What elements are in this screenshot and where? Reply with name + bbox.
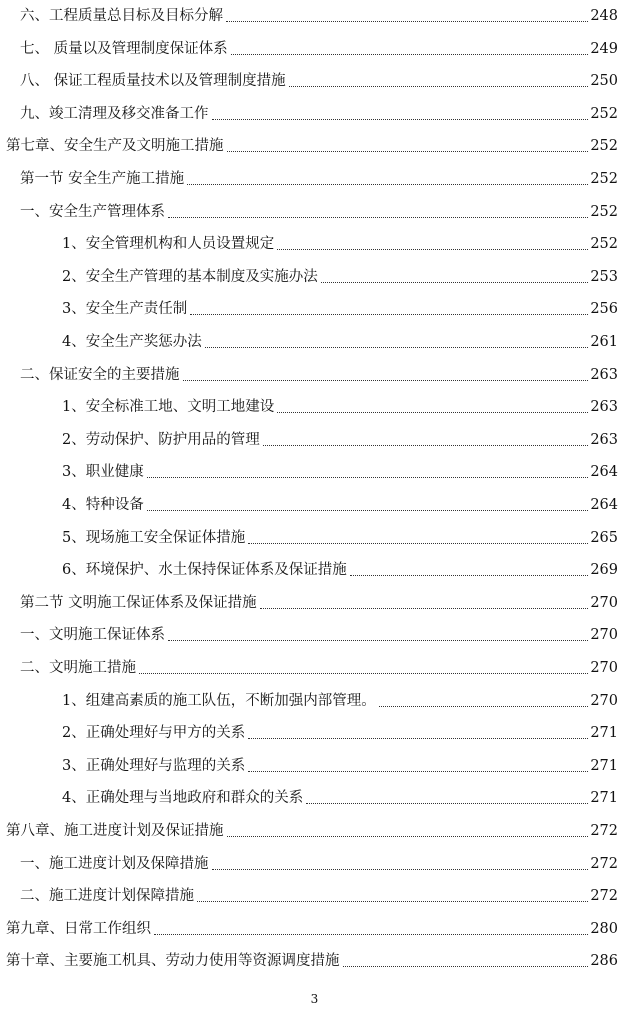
toc-entry-title: 九、竣工清理及移交准备工作 xyxy=(20,105,209,122)
toc-entry-page: 261 xyxy=(590,334,618,350)
toc-entry-title: 1、组建高素质的施工队伍，不断加强内部管理。 xyxy=(62,692,376,709)
toc-entry-title: 2、正确处理好与甲方的关系 xyxy=(62,725,246,742)
toc-entry-title: 5、现场施工安全保证体措施 xyxy=(62,529,246,546)
toc-entry-title: 第十章、主要施工机具、劳动力使用等资源调度措施 xyxy=(6,953,340,970)
toc-entry[interactable] xyxy=(20,102,618,124)
dot-leader xyxy=(168,217,588,218)
toc-entry[interactable] xyxy=(62,526,618,548)
dot-leader xyxy=(154,934,588,935)
toc-entry[interactable] xyxy=(20,37,618,59)
toc-entry-page: 270 xyxy=(590,660,618,676)
dot-leader xyxy=(139,673,588,674)
toc-entry[interactable] xyxy=(62,265,618,287)
toc-entry-page: 269 xyxy=(590,562,618,579)
toc-entry-title: 3、安全生产责任制 xyxy=(62,301,188,318)
toc-entry[interactable] xyxy=(62,689,618,711)
dot-leader xyxy=(205,347,589,348)
toc-entry-page: 249 xyxy=(590,40,618,57)
toc-entry[interactable] xyxy=(20,200,618,222)
toc-entry-title: 第九章、日常工作组织 xyxy=(6,920,151,937)
dot-leader xyxy=(277,249,588,250)
toc-entry-page: 271 xyxy=(590,790,618,807)
dot-leader xyxy=(289,86,589,87)
toc-entry-page: 286 xyxy=(590,953,618,970)
toc-entry[interactable] xyxy=(62,330,618,352)
dot-leader xyxy=(277,412,588,413)
toc-entry[interactable] xyxy=(20,4,618,26)
toc-entry-page: 263 xyxy=(590,431,618,448)
toc-entry-title: 1、安全标准工地、文明工地建设 xyxy=(62,399,275,416)
dot-leader xyxy=(231,54,589,55)
toc-entry-page: 264 xyxy=(590,464,618,481)
toc-entry[interactable] xyxy=(62,297,618,319)
toc-entry-title: 3、正确处理好与监理的关系 xyxy=(62,757,246,774)
toc-entry[interactable] xyxy=(62,754,618,776)
toc-entry-title: 第一节 安全生产施工措施 xyxy=(20,171,185,187)
toc-entry-page: 256 xyxy=(590,301,618,318)
dot-leader xyxy=(190,314,588,315)
toc-entry[interactable] xyxy=(20,167,618,189)
toc-entry-page: 264 xyxy=(590,497,618,513)
toc-entry-title: 二、施工进度计划保障措施 xyxy=(20,888,194,905)
toc-entry-title: 第七章、安全生产及文明施工措施 xyxy=(6,138,224,155)
dot-leader xyxy=(227,151,589,152)
toc-entry[interactable] xyxy=(62,786,618,808)
dot-leader xyxy=(197,901,588,902)
toc-entry[interactable] xyxy=(62,721,618,743)
toc-entry-page: 272 xyxy=(590,823,618,839)
dot-leader xyxy=(147,477,589,478)
toc-entry[interactable] xyxy=(62,460,618,482)
toc-entry-page: 248 xyxy=(590,8,618,24)
toc-entry[interactable] xyxy=(20,623,618,645)
dot-leader xyxy=(226,21,588,22)
toc-entry[interactable] xyxy=(20,852,618,874)
toc-entry[interactable] xyxy=(62,395,618,417)
toc-entry-title: 第二节 文明施工保证体系及保证措施 xyxy=(20,594,257,611)
toc-entry[interactable] xyxy=(6,949,618,971)
toc-entry[interactable] xyxy=(20,69,618,91)
toc-entry-page: 252 xyxy=(590,138,618,155)
dot-leader xyxy=(212,869,589,870)
dot-leader xyxy=(147,510,589,511)
toc-entry-page: 265 xyxy=(590,529,618,546)
toc-entry-title: 3、职业健康 xyxy=(62,464,144,481)
dot-leader xyxy=(212,119,589,120)
toc-entry-page: 270 xyxy=(590,627,618,644)
toc-entry-title: 二、文明施工措施 xyxy=(20,660,136,676)
toc-entry-page: 252 xyxy=(590,236,618,253)
toc-entry-title: 6、环境保护、水土保持保证体系及保证措施 xyxy=(62,562,347,579)
toc-entry-title: 八、 保证工程质量技术以及管理制度措施 xyxy=(20,73,286,90)
toc-entry[interactable] xyxy=(6,134,618,156)
toc-entry-page: 270 xyxy=(590,594,618,611)
dot-leader xyxy=(248,543,588,544)
toc-entry-page: 272 xyxy=(590,888,618,905)
toc-entry-title: 七、 质量以及管理制度保证体系 xyxy=(20,40,228,57)
dot-leader xyxy=(227,836,589,837)
toc-entry-title: 一、文明施工保证体系 xyxy=(20,627,165,644)
dot-leader xyxy=(183,380,589,381)
toc-entry-title: 4、特种设备 xyxy=(62,497,144,513)
toc-entry[interactable] xyxy=(20,591,618,613)
toc-entry-title: 一、安全生产管理体系 xyxy=(20,203,165,220)
toc-entry-page: 253 xyxy=(590,268,618,285)
toc-entry[interactable] xyxy=(20,884,618,906)
toc-entry-title: 一、施工进度计划及保障措施 xyxy=(20,855,209,872)
toc-entry-page: 272 xyxy=(590,855,618,872)
toc-entry-page: 252 xyxy=(590,203,618,220)
toc-entry[interactable] xyxy=(20,363,618,385)
toc-entry-page: 263 xyxy=(590,399,618,416)
toc-entry-title: 4、安全生产奖惩办法 xyxy=(62,334,202,350)
page-number: 3 xyxy=(310,992,319,1006)
toc-entry[interactable] xyxy=(62,232,618,254)
toc-entry-page: 270 xyxy=(590,692,618,709)
toc-entry-page: 280 xyxy=(590,920,618,937)
dot-leader xyxy=(248,771,588,772)
dot-leader xyxy=(343,966,589,967)
toc-entry-page: 252 xyxy=(590,105,618,122)
toc-entry-title: 第八章、施工进度计划及保证措施 xyxy=(6,823,224,839)
toc-entry-title: 4、正确处理与当地政府和群众的关系 xyxy=(62,790,304,807)
dot-leader xyxy=(168,640,588,641)
toc-entry-title: 2、安全生产管理的基本制度及实施办法 xyxy=(62,268,318,285)
dot-leader xyxy=(260,608,589,609)
toc-entry[interactable] xyxy=(20,656,618,678)
toc-entry-page: 271 xyxy=(590,725,618,742)
toc-entry-title: 六、工程质量总目标及目标分解 xyxy=(20,8,223,24)
toc-entry-page: 250 xyxy=(590,73,618,90)
toc-entry-page: 271 xyxy=(590,757,618,774)
toc-entry-page: 263 xyxy=(590,366,618,383)
toc-entry[interactable] xyxy=(6,917,618,939)
toc-entry[interactable] xyxy=(62,428,618,450)
toc-entry-page: 252 xyxy=(590,171,618,187)
dot-leader xyxy=(379,706,589,707)
dot-leader xyxy=(321,282,589,283)
toc-entry[interactable] xyxy=(62,558,618,580)
toc-entry-title: 2、劳动保护、防护用品的管理 xyxy=(62,431,260,448)
dot-leader xyxy=(350,575,589,576)
toc-entry[interactable] xyxy=(6,819,618,841)
dot-leader xyxy=(263,445,589,446)
dot-leader xyxy=(248,738,588,739)
dot-leader xyxy=(187,184,588,185)
toc-entry[interactable] xyxy=(62,493,618,515)
toc-entry-title: 二、保证安全的主要措施 xyxy=(20,366,180,383)
toc-entry-title: 1、安全管理机构和人员设置规定 xyxy=(62,236,275,253)
dot-leader xyxy=(306,803,588,804)
